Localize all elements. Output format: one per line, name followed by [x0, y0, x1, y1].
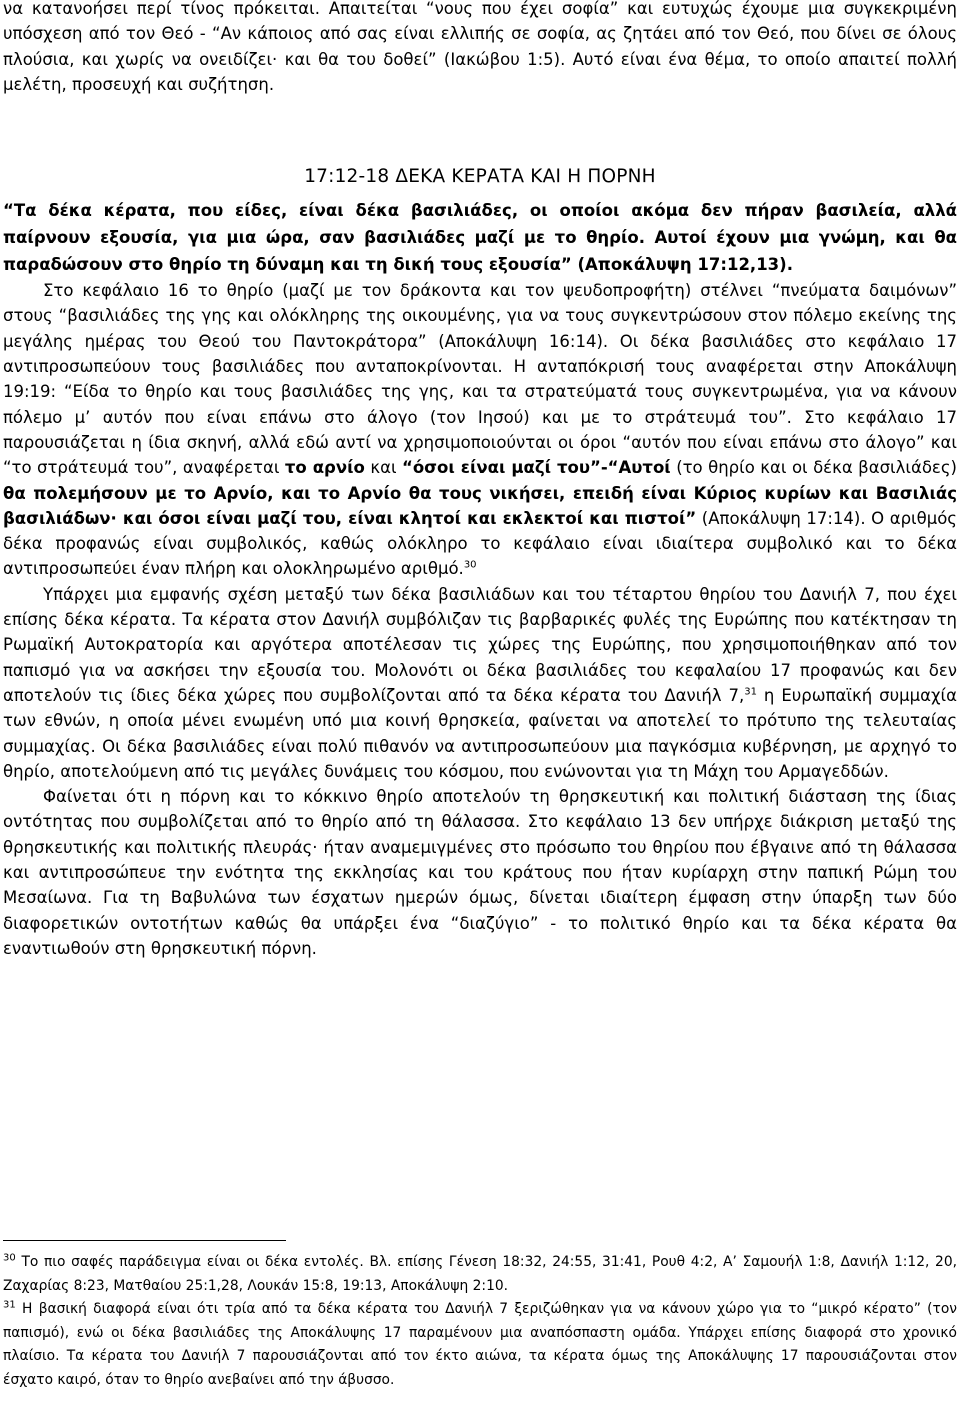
intro-paragraph: να κατανοήσει περί τίνος πρόκειται. Απαιτείται “νους που έχει σοφία” και ευτυχώς έχουμε μια συγκεκριμένη υπόσχεση από τον Θεό - “Αν κάποιος από σας είναι ελλιπής σε σοφία, ας ζητάει από τον Θεό, που δίνει σε όλους πλούσια, και χωρίς να ονειδίζει· και θα του δοθεί” (Ιακώβου 1:5). Αυτό είναι ένα θέμα, το οποίο απαιτεί πολλή μελέτη, προσευχή και συζήτηση.: [3, 0, 957, 94]
body-paragraph-harlot: Φαίνεται ότι η πόρνη και το κόκκινο θηρίο αποτελούν τη θρησκευτική και πολιτική διάσταση της ίδιας οντότητας που συμβολίζεται από το θηρίο από τη θάλασσα. Στο κεφάλαιο 13 δεν υπήρχε διάκριση μεταξύ της θρησκευτικής και πολιτικής πλευράς· ήταν αναμεμιγμένες στο πρόσωπο του θηρίου που έβγαινε από τη θάλασσα και αντιπροσώπευε την ενότητα της εκκλησίας και του κράτους που ήταν κυρίαρχη στην παπική Ρώμη του Μεσαίωνα. Για τη Βαβυλώνα των έσχατων ημερών όμως, δίνεται ιδιαίτερη έμφαση στην ύπαρξη των δύο διαφορετικών οντοτήτων καθώς θα υπάρξει ένα “διαζύγιο” - το πολιτικό θηρίο και τα δέκα κέρατα θα εναντιωθούν στη θρησκευτική πόρνη.: [3, 787, 957, 958]
paragraph-text: Στο κεφάλαιο 16 το θηρίο (μαζί με τον δράκοντα και τον ψευδοπροφήτη) στέλνει “πνεύματα δαιμόνων” στους “βασιλιάδες της γης και ολόκληρης της οικουμένης, για να τους συγκεντρώσουν στον πόλεμο εκείνης της μεγάλης ημέρας του Θεού του Παντοκράτορα” (Αποκάλυψη 16:14). Οι δέκα βασιλιάδες στο κεφάλαιο 17 αντιπροσωπεύουν τους βασιλιάδες που ανταποκρίνονται. Η ανταπόκρισή τους αναφέρεται στην Αποκάλυψη 19:19: “Είδα το θηρίο και τους βασιλιάδες της γης, και τα στρατεύματά τους συγκεντρωμένα, για να κάνουν πόλεμο μ’ αυτόν που είναι επάνω στο άλογο (τον Ιησού) και με το στράτευμά του”. Στο κεφάλαιο 17 παρουσιάζεται η ίδια σκηνή, αλλά εδώ αντί να χρησιμοποιούνται οι όροι “αυτόν που είναι επάνω στο άλογο” και “το στράτευμά του”, αναφέρεται: [3, 281, 957, 478]
footnote-text: Το πιο σαφές παράδειγμα είναι οι δέκα εντολές. Βλ. επίσης Γένεση 18:32, 24:55, 31:41, Ρουθ 4:2, Α’ Σαμουήλ 1:8, Δανιήλ 1:12, 20, Ζαχαρίας 8:23, Ματθαίου 25:1,28, Λουκάν 15:8, 19:13, Αποκάλυψη 2:10.: [3, 1254, 957, 1294]
footnote-ref-31[interactable]: 31: [744, 686, 757, 698]
footnote-number-31: 31: [3, 1299, 16, 1311]
body-paragraph-chapter-16: [3, 278, 957, 582]
document-page: [3, 0, 957, 961]
scripture-quote: “Τα δέκα κέρατα, που είδες, είναι δέκα βασιλιάδες, οι οποίοι ακόμα δεν πήραν βασιλεία, αλλά παίρνουν εξουσία, για μια ώρα, σαν βασιλιάδες μαζί με το θηρίο. Αυτοί έχουν μια γνώμη, και θα παραδώσουν στο θηρίο τη δύναμη και τη δική τους εξουσία” (Αποκάλυψη 17:12,13).: [3, 201, 957, 275]
body-paragraph-daniel: [3, 582, 957, 784]
emphasis-with-him: “όσοι είναι μαζί του”-“Αυτοί: [402, 458, 671, 478]
paragraph-text: και: [370, 458, 397, 478]
paragraph-text: Υπάρχει μια εμφανής σχέση μεταξύ των δέκα βασιλιάδων και του τέταρτου θηρίου του Δανιήλ 7, που έχει επίσης δέκα κέρατα. Τα κέρατα στον Δανιήλ συμβόλιζαν τις βαρβαρικές φυλές της Ευρώπης που κατέκτησαν τη Ρωμαϊκή Αυτοκρατορία και αργότερα αποτέλεσαν τις χώρες της Ευρώπης, που χρησιμοποιήθηκαν από τον παπισμό για να ασκήσει την εξουσία του. Μολονότι οι δέκα βασιλιάδες του κεφαλαίου 17 προφανώς και δεν αποτελούν τις ίδιες δέκα χώρες που συμβολίζονται από τα δέκα κέρατα του Δανιήλ 7,: [3, 584, 957, 705]
emphasis-war-quote: θα πολεμήσουν με το Αρνίο, και το Αρνίο θα τους νικήσει, επειδή είναι Κύριος κυρίων και Βασιλιάς βασιλιάδων· και όσοι είναι μαζί του, είναι κλητοί και εκλεκτοί και πιστοί”: [3, 483, 957, 528]
footnote-text: Η βασική διαφορά είναι ότι τρία από τα δέκα κέρατα του Δανιήλ 7 ξεριζώθηκαν για να κάνουν χώρο για το “μικρό κέρατο” (τον παπισμό), ενώ οι δέκα βασιλιάδες της Αποκάλυψης 17 παραμένουν μια αναπόσπαστη ομάδα. Υπάρχει επίσης διαφορά στο χρονικό πλαίσιο. Τα κέρατα του Δανιήλ 7 παρουσιάζονται από τον έκτο αιώνα, τα κέρατα όμως της Αποκάλυψης 17 παρουσιάζονται στον έσχατο καιρό, όταν το θηρίο ανεβαίνει από την άβυσσο.: [3, 1301, 957, 1388]
section-heading: 17:12-18 ΔΕΚΑ ΚΕΡΑΤΑ ΚΑΙ Η ΠΟΡΝΗ: [304, 166, 656, 188]
footnote-31: [3, 1298, 957, 1392]
paragraph-text: η Ευρωπαϊκή συμμαχία των εθνών, η οποία μένει ενωμένη υπό μια κοινή θρησκεία, φαίνεται να αποτελεί το πρότυπο της τελευταίας συμμαχίας. Οι δέκα βασιλιάδες είναι πολύ πιθανόν να αντιπροσωπεύουν μια παγκόσμια κυβέρνηση, με αρχηγό το θηρίο, αποτελούμενη από τις μεγάλες δυνάμεις του κόσμου, που ενώνονται για τη Μάχη του Αρμαγεδδών.: [3, 685, 957, 781]
footnote-30: [3, 1251, 957, 1298]
emphasis-lamb: το αρνίο: [284, 458, 365, 478]
footnote-divider: [3, 1240, 286, 1241]
footnote-number-30: 30: [3, 1252, 16, 1264]
footnote-ref-30[interactable]: 30: [463, 559, 477, 571]
paragraph-text: (το θηρίο και οι δέκα βασιλιάδες): [676, 458, 957, 478]
paragraph-text: (Αποκάλυψη 17:14). Ο αριθμός δέκα προφανώς είναι συμβολικός, καθώς ολόκληρο το κεφάλαιο είναι ιδιαίτερα συμβολικό και το δέκα αντιπροσωπεύει έναν πλήρη και ολοκληρωμένο αριθμό.: [3, 508, 957, 579]
footnotes: [3, 1251, 957, 1392]
